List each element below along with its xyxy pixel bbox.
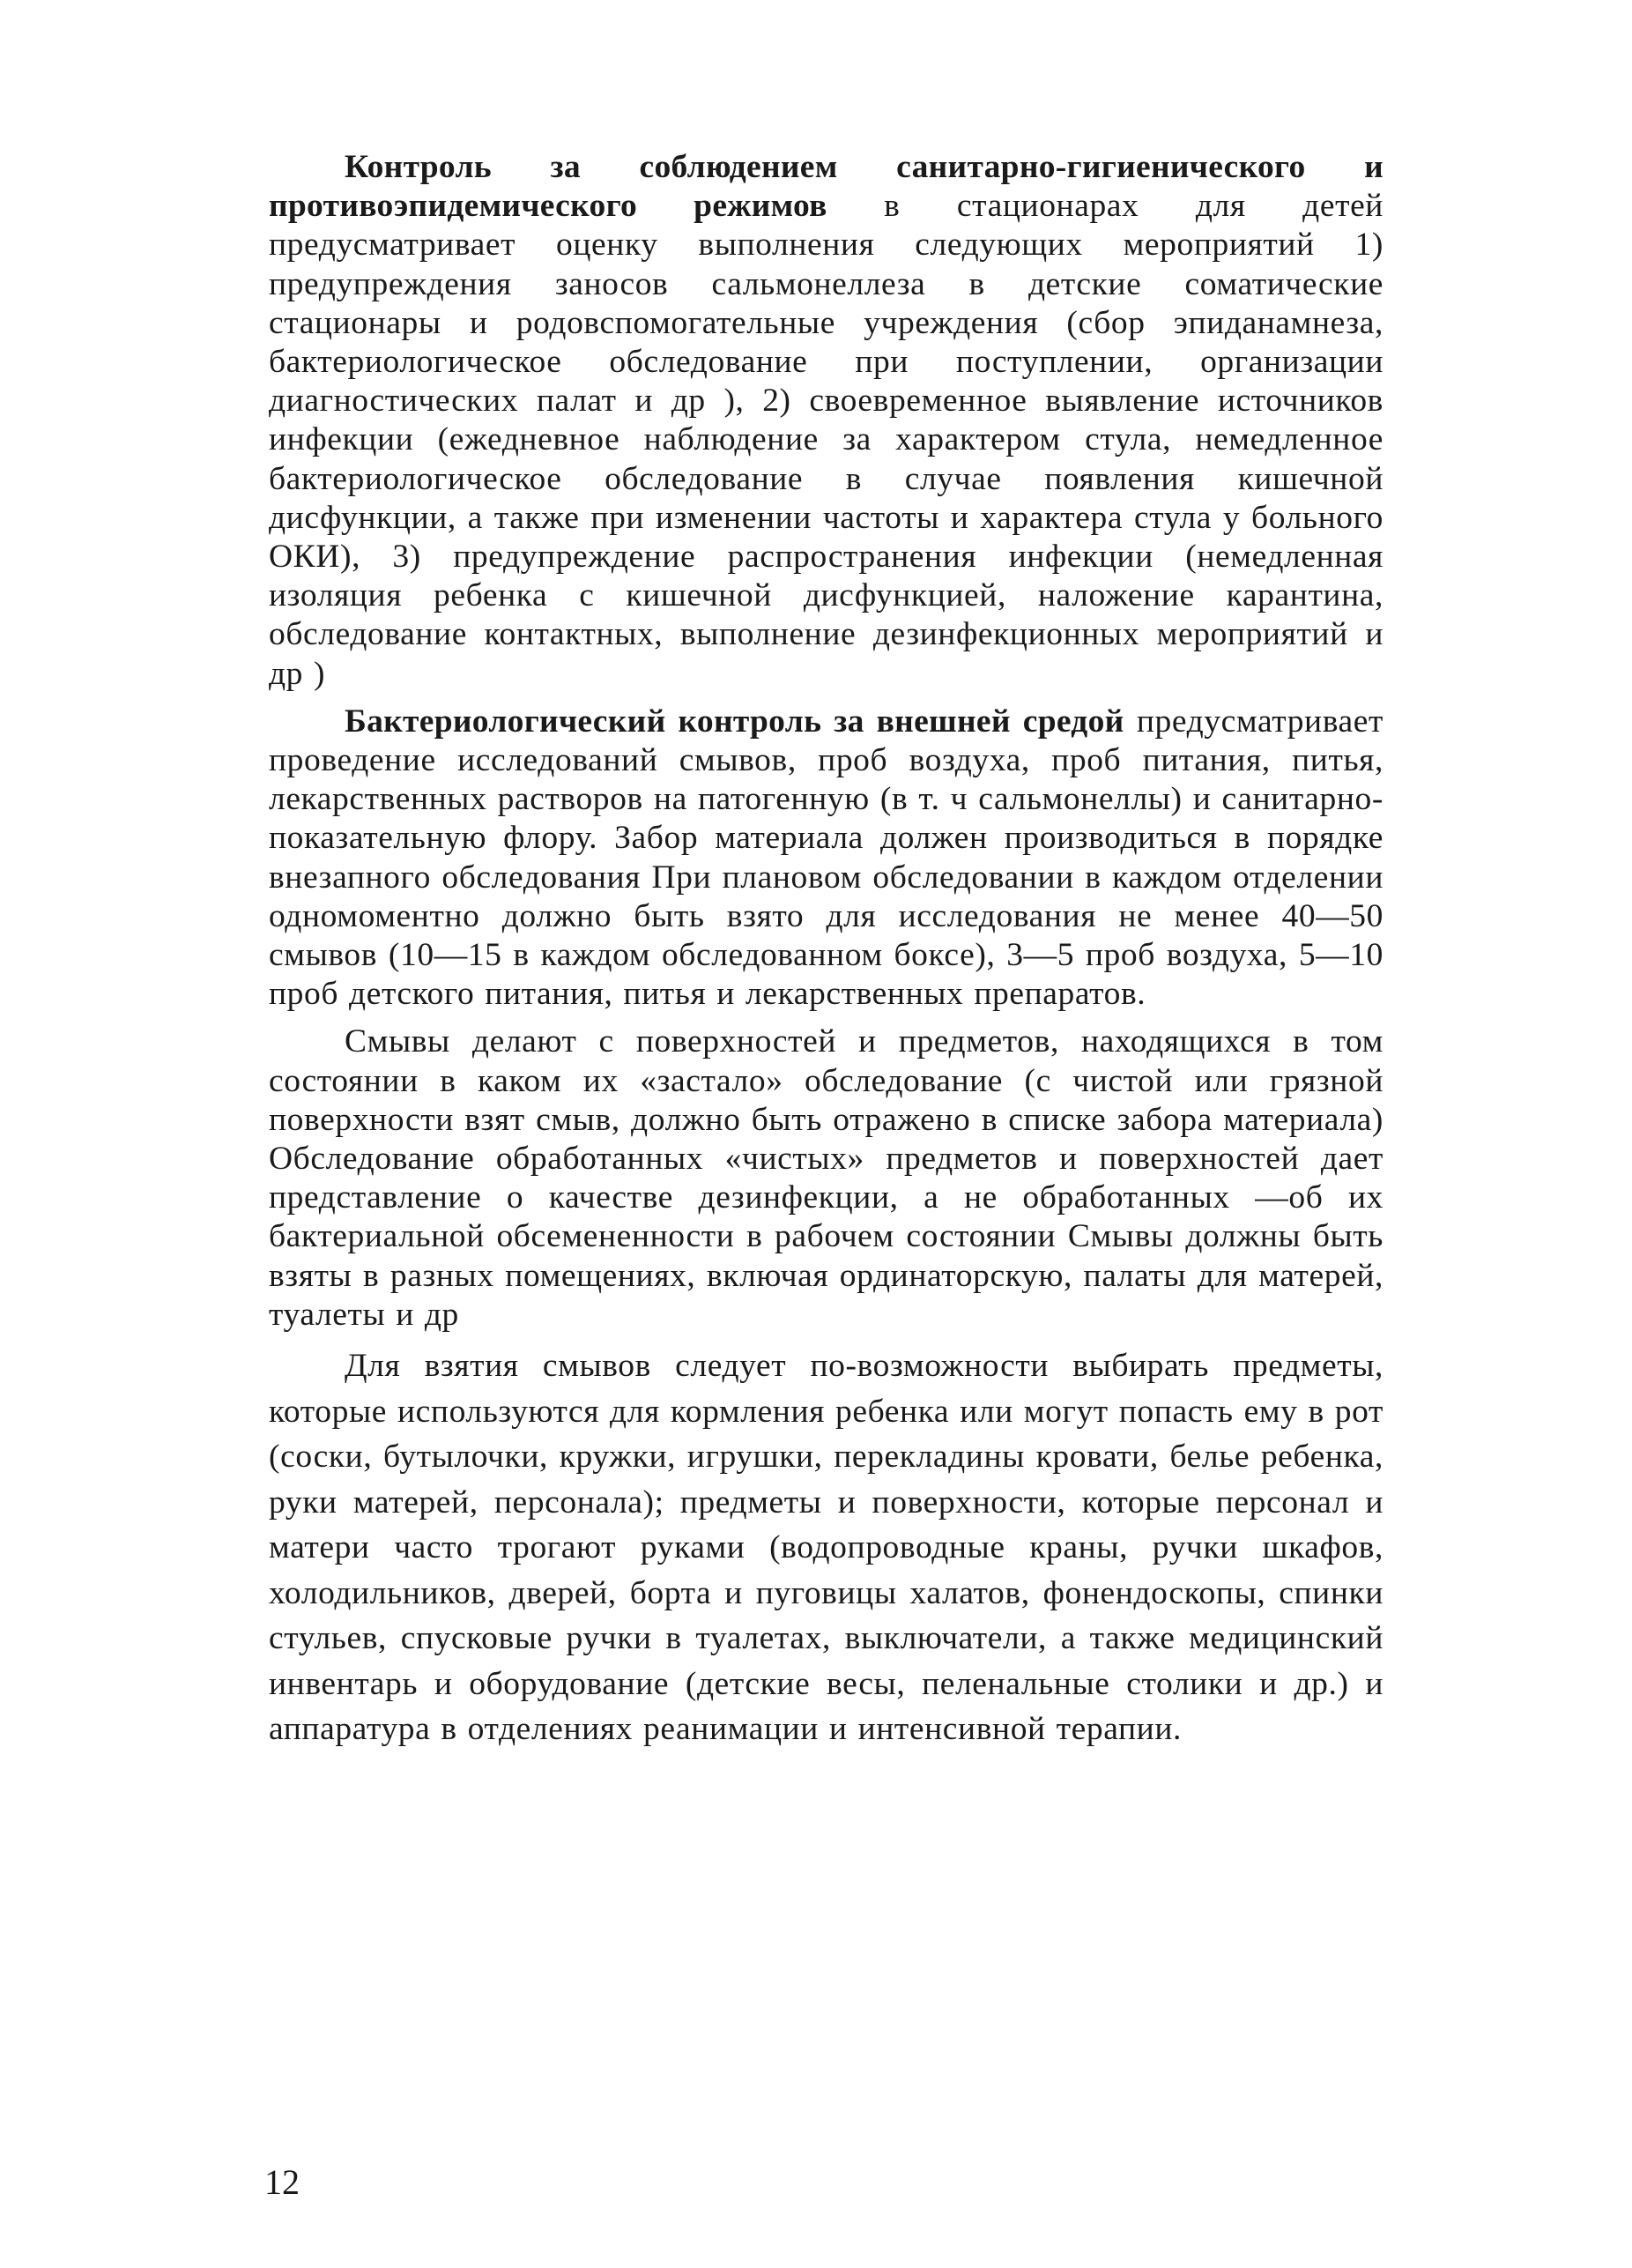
paragraph-2-body: предусматривает проведение исследований смывов, проб воздуха, проб питания, питья, лекарственных растворов на патогенную (в т. ч сальмонеллы) и санитарно-показательную флору. Забор материала должен производиться в порядке внезапного обследования При плановом обследовании в каждом отделении одномоментно должно быть взято для исследования не менее 40—50 смывов (10—15 в каждом обследованном боксе), 3—5 проб воздуха, 5—10 проб детского питания, питья и лекарственных препаратов. (269, 703, 1383, 1013)
paragraph-1 (269, 148, 1383, 694)
paragraph-2-lead: Бактериологический контроль за внешней средой (345, 703, 1124, 740)
paragraph-3 (269, 1022, 1383, 1335)
document-page (269, 148, 1383, 2175)
paragraph-1-body: в стационарах для детей предусматривает оценку выполнения следующих мероприятий 1) предупреждения заносов сальмонеллеза в детские соматические стационары и родовспомогательные учреждения (сбор эпиданамнеза, бактериологическое обследование при поступлении, организации диагностических палат и др ), 2) своевременное выявление источников инфекции (ежедневное наблюдение за характером стула, немедленное бактериологическое обследование в случае появления кишечной дисфункции, а также при изменении частоты и характера стула у больного ОКИ), 3) предупреждение распространения инфекции (немедленная изоляция ребенка с кишечной дисфункцией, наложение карантина, обследование контактных, выполнение дезинфекционных мероприятий и др ) (269, 188, 1383, 692)
page-number: 12 (264, 2162, 300, 2202)
paragraph-4-body: Для взятия смывов следует по-возможности выбирать предметы, которые используются для кормления ребенка или могут попасть ему в рот (соски, бутылочки, кружки, игрушки, перекладины кровати, белье ребенка, руки матерей, персонала); предметы и поверхности, которые персонал и матери часто трогают руками (водопроводные краны, ручки шкафов, холодильников, дверей, борта и пуговицы халатов, фонендоскопы, спинки стульев, спусковые ручки в туалетах, выключатели, а также медицинский инвентарь и оборудование (детские весы, пеленальные столики и др.) и аппаратура в отделениях реанимации и интенсивной терапии. (269, 1348, 1383, 1748)
paragraph-2 (269, 703, 1383, 1015)
paragraph-1-lead: Контроль за соблюдением санитарно-гигиенического и противоэпидемического режимов (269, 149, 1383, 225)
paragraph-3-body: Смывы делают с поверхностей и предметов, находящихся в том состоянии в каком их «застало» обследование (с чистой или грязной поверхности взят смыв, должно быть отражено в списке забора материала) Обследование обработанных «чистых» предметов и поверхностей дает представление о качестве дезинфекции, а не обработанных —об их бактериальной обсемененности в рабочем состоянии Смывы должны быть взяты в разных помещениях, включая ординаторскую, палаты для матерей, туалеты и др (269, 1023, 1383, 1333)
paragraph-4 (269, 1343, 1383, 1752)
